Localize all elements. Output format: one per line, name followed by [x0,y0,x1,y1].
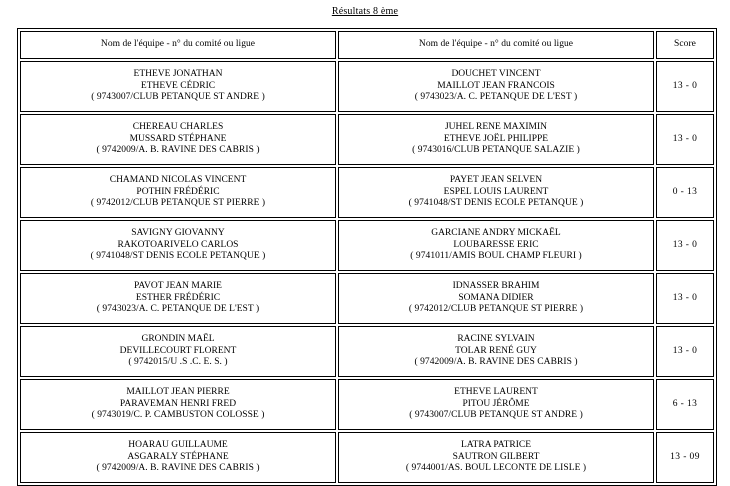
table-body [20,61,714,483]
club-reference: ( 9742009/A. B. RAVINE DES CABRIS ) [96,463,260,474]
page-title: Résultats 8 ème [331,6,399,17]
match-team-left [20,379,336,430]
club-reference: ( 9743007/CLUB PETANQUE ST ANDRE ) [91,92,265,103]
player-name: PITOU JÉRÔME [462,398,530,409]
player-name: CHEREAU CHARLES [132,122,224,133]
match-team-left [20,114,336,165]
player-name: PAYET JEAN SELVEN [449,175,543,186]
player-name: TOLAR RENÉ GUY [455,345,537,356]
player-name: SAVIGNY GIOVANNY [131,228,225,239]
match-score: 13 - 09 [656,432,714,483]
match-team-left [20,167,336,218]
match-score: 13 - 0 [656,273,714,324]
results-table-container [17,28,713,486]
club-reference: ( 9741048/ST DENIS ECOLE PETANQUE ) [90,251,266,262]
table-row [20,432,714,483]
player-name: ETHEVE LAURENT [454,387,538,398]
player-name: DEVILLECOURT FLORENT [119,345,237,356]
match-team-right [338,220,654,271]
player-name: CHAMAND NICOLAS VINCENT [109,175,247,186]
match-team-right [338,379,654,430]
table-row [20,220,714,271]
player-name: GARCIANE ANDRY MICKAËL [431,228,561,239]
match-team-left [20,220,336,271]
club-reference: ( 9741048/ST DENIS ECOLE PETANQUE ) [408,198,584,209]
table-row [20,114,714,165]
match-team-right [338,61,654,112]
club-reference: ( 9742012/CLUB PETANQUE ST PIERRE ) [408,304,584,315]
player-name: ETHEVE CÉDRIC [140,80,216,91]
table-row [20,326,714,377]
header-team-left: Nom de l'équipe - n° du comité ou ligue [20,31,336,59]
match-team-right [338,114,654,165]
club-reference: ( 9742009/A. B. RAVINE DES CABRIS ) [96,145,260,156]
player-name: ETHEVE JOËL PHILIPPE [443,133,549,144]
header-team-right: Nom de l'équipe - n° du comité ou ligue [338,31,654,59]
match-team-left [20,326,336,377]
club-reference: ( 9743023/A. C. PETANQUE DE L'EST ) [96,304,260,315]
club-reference: ( 9742009/A. B. RAVINE DES CABRIS ) [414,357,578,368]
club-reference: ( 9741011/AMIS BOUL CHAMP FLEURI ) [410,251,582,262]
match-team-right [338,326,654,377]
match-score: 0 - 13 [656,167,714,218]
player-name: SOMANA DIDIER [458,292,534,303]
player-name: ESTHER FRÉDÉRIC [135,292,221,303]
player-name: LOUBARESSE ERIC [453,239,539,250]
table-row [20,379,714,430]
match-score: 6 - 13 [656,379,714,430]
player-name: SAUTRON GILBERT [452,451,540,462]
match-score: 13 - 0 [656,61,714,112]
player-name: PARAVEMAN HENRI FRED [119,398,237,409]
table-row [20,167,714,218]
player-name: MAILLOT JEAN PIERRE [126,387,230,398]
club-reference: ( 9744001/AS. BOUL LECONTE DE LISLE ) [405,463,587,474]
match-team-right [338,273,654,324]
match-team-left [20,432,336,483]
header-row [20,31,714,59]
player-name: PAVOT JEAN MARIE [134,281,222,292]
match-score: 13 - 0 [656,114,714,165]
player-name: HOARAU GUILLAUME [128,440,228,451]
player-name: RACINE SYLVAIN [457,334,535,345]
club-reference: ( 9743016/CLUB PETANQUE SALAZIE ) [412,145,580,156]
player-name: DOUCHET VINCENT [451,69,541,80]
results-table [17,28,717,486]
player-name: ESPEL LOUIS LAURENT [443,186,549,197]
match-team-left [20,273,336,324]
player-name: POTHIN FRÉDÉRIC [136,186,220,197]
table-row [20,273,714,324]
club-reference: ( 9743007/CLUB PETANQUE ST ANDRE ) [409,410,583,421]
club-reference: ( 9742015/U .S .C. E. S. ) [128,357,228,368]
player-name: RAKOTOARIVELO CARLOS [117,239,239,250]
match-team-left [20,61,336,112]
player-name: MAILLOT JEAN FRANCOIS [437,80,555,91]
match-team-right [338,167,654,218]
player-name: ASGARALY STÉPHANE [127,451,229,462]
club-reference: ( 9742012/CLUB PETANQUE ST PIERRE ) [90,198,266,209]
club-reference: ( 9743023/A. C. PETANQUE DE L'EST ) [414,92,578,103]
header-score: Score [656,31,714,59]
player-name: IDNASSER BRAHIM [452,281,540,292]
player-name: ETHEVE JONATHAN [133,69,223,80]
table-row [20,61,714,112]
club-reference: ( 9743019/C. P. CAMBUSTON COLOSSE ) [91,410,265,421]
table-header [20,31,714,59]
player-name: JUHEL RENE MAXIMIN [444,122,548,133]
match-score: 13 - 0 [656,326,714,377]
player-name: MUSSARD STÉPHANE [129,133,227,144]
player-name: GRONDIN MAËL [141,334,215,345]
match-score: 13 - 0 [656,220,714,271]
match-team-right [338,432,654,483]
player-name: LATRA PATRICE [460,440,532,451]
